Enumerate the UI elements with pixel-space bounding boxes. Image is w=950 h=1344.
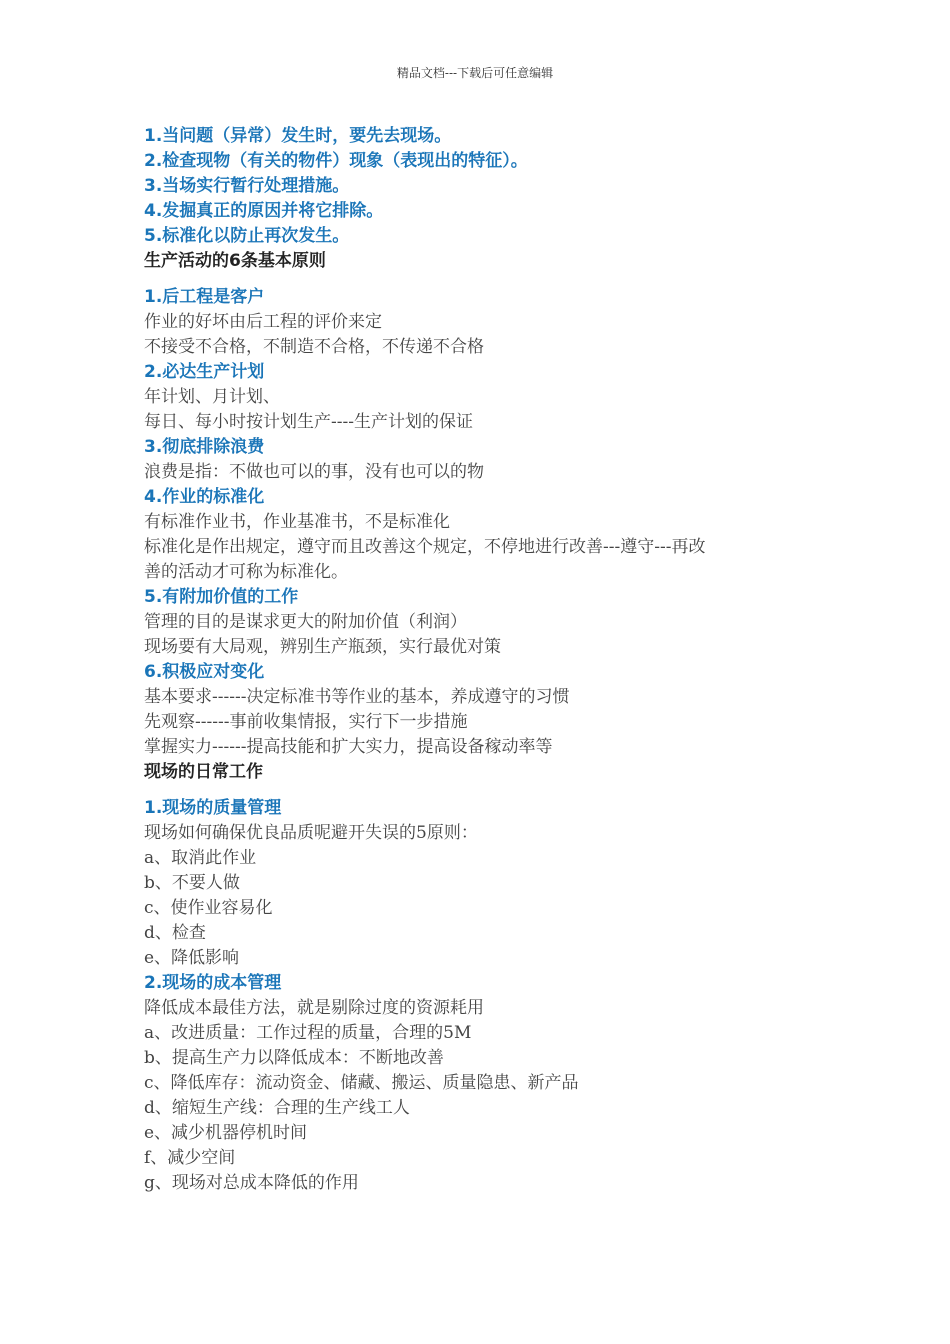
intro-step: 1.当问题（异常）发生时，要先去现场。 xyxy=(144,126,452,146)
principle-heading: 2.必达生产计划 xyxy=(144,362,265,382)
body-line: 每日、每小时按计划生产----生产计划的保证 xyxy=(144,412,473,432)
list-item: d、检查 xyxy=(144,923,206,943)
list-item: c、降低库存：流动资金、储藏、搬运、质量隐患、新产品 xyxy=(144,1073,579,1093)
body-line: 掌握实力------提高技能和扩大实力，提高设备稼动率等 xyxy=(144,737,553,757)
intro-step: 3.当场实行暂行处理措施。 xyxy=(144,176,350,196)
body-line: 管理的目的是谋求更大的附加价值（利润） xyxy=(144,612,467,632)
list-item: c、使作业容易化 xyxy=(144,898,273,918)
body-line: 先观察------事前收集情报，实行下一步措施 xyxy=(144,712,468,732)
principle-heading: 6.积极应对变化 xyxy=(144,662,265,682)
page-header: 精品文档---下载后可任意编辑 xyxy=(396,66,554,80)
body-line: 基本要求------决定标准书等作业的基本，养成遵守的习惯 xyxy=(144,687,570,707)
list-item: f、减少空间 xyxy=(144,1148,236,1168)
body-line: 现场要有大局观，辨别生产瓶颈，实行最优对策 xyxy=(144,637,501,657)
body-line: 善的活动才可称为标准化。 xyxy=(144,562,348,582)
principle-heading: 1.后工程是客户 xyxy=(144,287,265,307)
list-item: e、减少机器停机时间 xyxy=(144,1123,308,1143)
principle-heading: 3.彻底排除浪费 xyxy=(144,437,265,457)
body-line: 浪费是指：不做也可以的事，没有也可以的物 xyxy=(144,462,484,482)
list-item: b、不要人做 xyxy=(144,873,240,893)
list-item: d、缩短生产线：合理的生产线工人 xyxy=(144,1098,410,1118)
list-item: a、改进质量：工作过程的质量，合理的5M xyxy=(144,1023,472,1043)
intro-step: 2.检查现物（有关的物件）现象（表现出的特征）。 xyxy=(144,151,528,171)
principle-heading: 5.有附加价值的工作 xyxy=(144,587,299,607)
body-line: 标准化是作出规定，遵守而且改善这个规定，不停地进行改善---遵守---再改 xyxy=(144,537,706,557)
document-body xyxy=(144,124,824,1196)
body-line: 降低成本最佳方法，就是剔除过度的资源耗用 xyxy=(144,998,484,1018)
body-line: 有标准作业书，作业基准书，不是标准化 xyxy=(144,512,450,532)
intro-step: 4.发掘真正的原因并将它排除。 xyxy=(144,201,384,221)
section-title: 生产活动的6条基本原则 xyxy=(144,251,326,271)
list-item: g、现场对总成本降低的作用 xyxy=(144,1173,359,1193)
list-item: a、取消此作业 xyxy=(144,848,257,868)
intro-step: 5.标准化以防止再次发生。 xyxy=(144,226,350,246)
list-item: e、降低影响 xyxy=(144,948,240,968)
body-line: 年计划、月计划、 xyxy=(144,387,280,407)
body-line: 不接受不合格，不制造不合格，不传递不合格 xyxy=(144,337,484,357)
section-title: 现场的日常工作 xyxy=(144,762,263,782)
principle-heading: 4.作业的标准化 xyxy=(144,487,265,507)
topic-heading: 1.现场的质量管理 xyxy=(144,798,282,818)
topic-heading: 2.现场的成本管理 xyxy=(144,973,282,993)
body-line: 现场如何确保优良品质呢避开失误的5原则： xyxy=(144,823,478,843)
list-item: b、提高生产力以降低成本：不断地改善 xyxy=(144,1048,444,1068)
body-line: 作业的好坏由后工程的评价来定 xyxy=(144,312,382,332)
